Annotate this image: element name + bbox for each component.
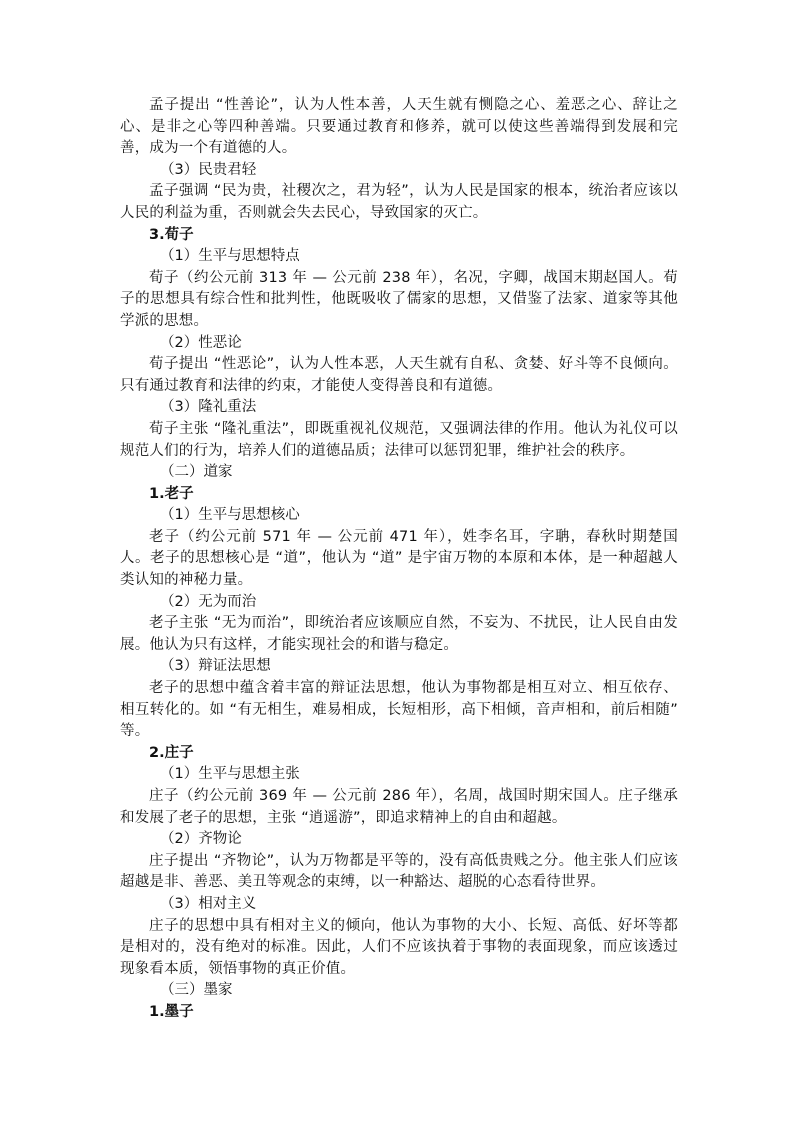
subheading-evil-nature: （2）性恶论 [160,334,242,351]
subheading-dialectics: （3）辩证法思想 [160,658,271,675]
paragraph-xunzi-life: 荀子（约公元前 313 年 — 公元前 238 年），名况，字卿，战国末期赵国人。荀子的思想具有综合性和批判性，他既吸收了儒家的思想，又借鉴了法家、道家等其他学派的思想。 [120,269,678,329]
subheading-laozi-life: （1）生平与思想核心 [160,507,300,524]
subheading-zhuangzi-life: （1）生平与思想主张 [160,766,300,783]
paragraph-laozi-life: 老子（约公元前 571 年 — 公元前 471 年），姓李名耳，字聃，春秋时期楚国人。老子的思想核心是 “道”，他认为 “道” 是宇宙万物的本原和本体，是一种超越人类认知的神秘力量。 [120,528,678,589]
subheading-ritual-law: （3）隆礼重法 [160,399,257,416]
paragraph-laozi-dialectics: 老子的思想中蕴含着丰富的辩证法思想，他认为事物都是相互对立、相互依存、相互转化的。如 “有无相生，难易相成，长短相形，高下相倾，音声相和，前后相随” 等。 [120,680,678,740]
section-heading-mohism: （三）墨家 [160,982,233,999]
subheading-xunzi-life: （1）生平与思想特点 [160,248,300,265]
paragraph-zhuangzi-qiwulun: 庄子提出 “齐物论”，认为万物都是平等的，没有高低贵贱之分。他主张人们应该超越是非、善恶、美丑等观念的束缚，以一种豁达、超脱的心态看待世界。 [120,852,678,891]
paragraph-laozi-wuwei: 老子主张 “无为而治”，即统治者应该顺应自然，不妄为、不扰民，让人民自由发展。他认为只有这样，才能实现社会的和谐与稳定。 [120,615,678,653]
paragraph-zhuangzi-life: 庄子（约公元前 369 年 — 公元前 286 年），名周，战国时期宋国人。庄子继承和发展了老子的思想，主张 “逍遥游”，即追求精神上的自由和超越。 [120,788,678,826]
section-heading-daoism: （二）道家 [160,464,233,481]
heading-mozi: 1.墨子 [149,1003,194,1020]
paragraph-zhuangzi-relativism: 庄子的思想中具有相对主义的倾向，他认为事物的大小、长短、高低、好坏等都是相对的，没有绝对的标准。因此，人们不应该执着于事物的表面现象，而应该透过现象看本质，领悟事物的真正价值。 [120,917,678,977]
paragraph-xunzi-ritual-law: 荀子主张 “隆礼重法”，即既重视礼仪规范，又强调法律的作用。他认为礼仪可以规范人们的行为，培养人们的道德品质；法律可以惩罚犯罪，维护社会的秩序。 [120,420,678,459]
paragraph-mencius-people: 孟子强调 “民为贵，社稷次之，君为轻”，认为人民是国家的根本，统治者应该以人民的利益为重，否则就会失去民心，导致国家的灭亡。 [120,183,678,221]
paragraph-xunzi-evil-nature: 荀子提出 “性恶论”，认为人性本恶，人天生就有自私、贪婪、好斗等不良倾向。只有通过教育和法律的约束，才能使人变得善良和有道德。 [120,356,678,394]
subheading-people-first: （3）民贵君轻 [160,161,257,178]
heading-zhuangzi: 2.庄子 [149,744,194,761]
heading-xunzi: 3.荀子 [149,226,194,243]
paragraph-mencius-good-nature: 孟子提出 “性善论”，认为人性本善，人天生就有恻隐之心、羞恶之心、辞让之心、是非之心等四种善端。只要通过教育和修养，就可以使这些善端得到发展和完善，成为一个有道德的人。 [120,97,678,157]
subheading-wuwei: （2）无为而治 [160,593,257,610]
subheading-relativism: （3）相对主义 [160,895,257,912]
subheading-qiwulun: （2）齐物论 [160,831,242,848]
heading-laozi: 1.老子 [149,485,194,502]
